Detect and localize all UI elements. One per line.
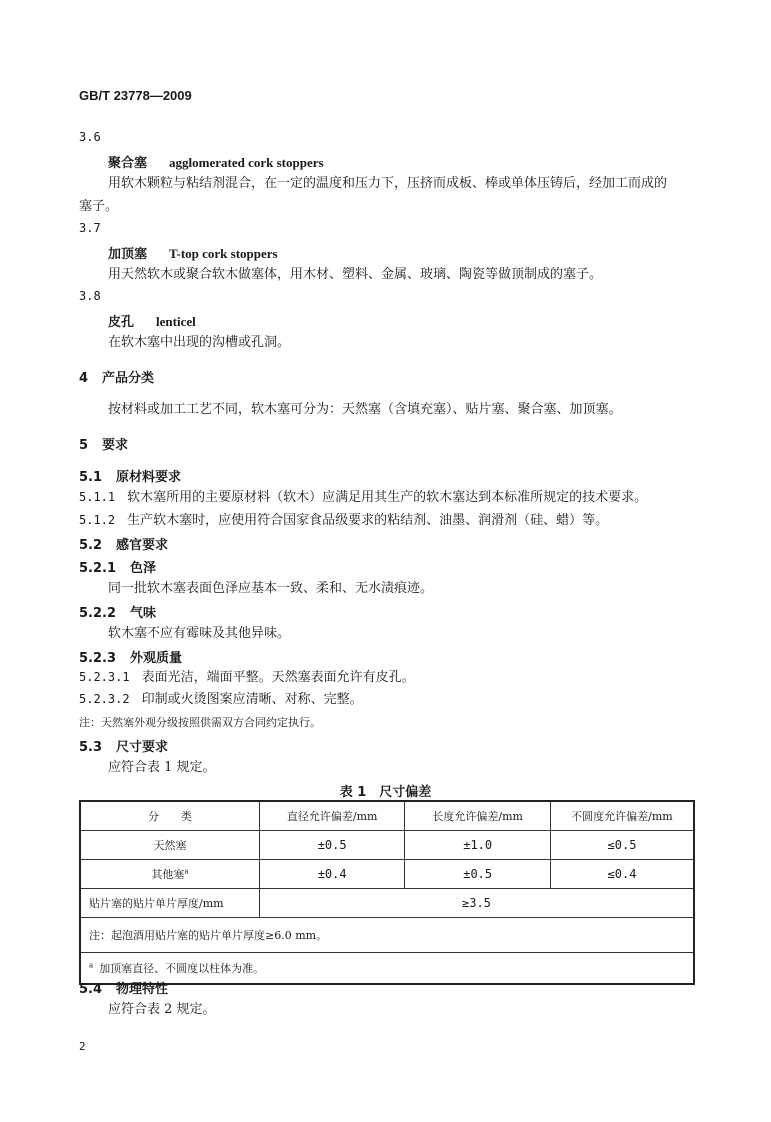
table-header: 长度允许偏差/mm xyxy=(405,801,551,831)
table-header: 不圆度允许偏差/mm xyxy=(550,801,694,831)
table-note-row xyxy=(80,918,694,953)
paragraph: 同一批软木塞表面色泽应基本一致、柔和、无水渍痕迹。 xyxy=(108,581,434,596)
section-title: 要求 xyxy=(102,438,129,453)
section-title: 色泽 xyxy=(130,561,157,576)
subsection-heading xyxy=(79,736,168,756)
section-number: 4 xyxy=(79,371,89,386)
paragraph: 按材料或加工工艺不同，软木塞可分为：天然塞（含填充塞）、贴片塞、聚合塞、加顶塞。 xyxy=(108,402,622,417)
table-header: 分 类 xyxy=(80,801,259,831)
clause-number: 5.2.3.2 xyxy=(79,692,130,706)
subsection-heading xyxy=(79,557,156,577)
section-title: 物理特性 xyxy=(116,982,169,997)
term-cn: 聚合塞 xyxy=(108,156,148,171)
section-title: 外观质量 xyxy=(130,651,183,666)
table-caption: 表 1 尺寸偏差 xyxy=(339,785,432,800)
page-number: 2 xyxy=(79,1040,86,1053)
section-title: 气味 xyxy=(130,606,157,621)
table-header-row xyxy=(80,801,694,831)
footnote-mark: a xyxy=(89,961,94,970)
row-label: 其他塞 xyxy=(151,868,185,881)
table-footnote xyxy=(80,953,694,985)
table-cell: ±0.4 xyxy=(259,860,405,889)
paragraph: 软木塞不应有霉味及其他异味。 xyxy=(108,626,291,641)
clause-number: 5.1.1 xyxy=(79,490,116,504)
term-en: agglomerated cork stoppers xyxy=(169,155,324,170)
table-row xyxy=(80,889,694,918)
definition-text: 塞子。 xyxy=(79,199,119,214)
paragraph: 应符合表 1 规定。 xyxy=(108,760,216,775)
subsection-heading xyxy=(79,466,181,486)
table-cell: ±0.5 xyxy=(405,860,551,889)
footnote-ref: a xyxy=(184,867,189,876)
clause-text: 印制或火烫图案应清晰、对称、完整。 xyxy=(141,692,363,707)
table-footnote-row xyxy=(80,953,694,985)
definition-text: 在软木塞中出现的沟槽或孔洞。 xyxy=(108,335,291,350)
clause xyxy=(79,489,647,506)
section-number: 5.4 xyxy=(79,982,103,997)
clause xyxy=(79,669,415,686)
subsection-heading xyxy=(79,534,168,554)
section-number: 5.1 xyxy=(79,470,103,485)
definition-text: 用天然软木或聚合软木做塞体，用木材、塑料、金属、玻璃、陶瓷等做顶制成的塞子。 xyxy=(108,267,603,282)
section-title: 产品分类 xyxy=(102,371,155,386)
table-cell: 天然塞 xyxy=(80,831,259,860)
section-title: 原材料要求 xyxy=(116,470,182,485)
table-cell: ≥3.5 xyxy=(259,889,694,918)
section-heading xyxy=(79,367,154,387)
clause xyxy=(79,512,608,529)
section-title: 尺寸要求 xyxy=(116,740,169,755)
standard-number: GB/T 23778—2009 xyxy=(79,88,192,103)
term-entry xyxy=(108,311,196,331)
subsection-heading xyxy=(79,602,156,622)
table-cell: ≤0.5 xyxy=(550,831,694,860)
section-number: 5.2 xyxy=(79,538,103,553)
table-note: 注：起泡酒用贴片塞的贴片单片厚度≥6.0 mm。 xyxy=(80,918,694,953)
section-title: 感官要求 xyxy=(116,538,169,553)
clause xyxy=(79,691,363,708)
section-number: 5.2.1 xyxy=(79,561,117,576)
dimension-tolerance-table xyxy=(79,800,695,985)
subsection-heading xyxy=(79,978,168,998)
table-cell: ≤0.4 xyxy=(550,860,694,889)
footnote-text: 加顶塞直径、不圆度以柱体为准。 xyxy=(99,962,265,975)
clause-number: 3.8 xyxy=(79,289,101,303)
table-cell xyxy=(80,860,259,889)
clause-number: 5.2.3.1 xyxy=(79,670,130,684)
table-header: 直径允许偏差/mm xyxy=(259,801,405,831)
term-en: lenticel xyxy=(156,314,196,329)
clause-number: 3.7 xyxy=(79,221,101,235)
table-cell: ±1.0 xyxy=(405,831,551,860)
note: 注：天然塞外观分级按照供需双方合同约定执行。 xyxy=(79,716,321,729)
paragraph: 应符合表 2 规定。 xyxy=(108,1002,216,1017)
term-cn: 皮孔 xyxy=(108,315,135,330)
table-row xyxy=(80,860,694,889)
term-cn: 加顶塞 xyxy=(108,247,148,262)
clause-number: 5.1.2 xyxy=(79,513,116,527)
table-cell: ±0.5 xyxy=(259,831,405,860)
definition-text: 用软木颗粒与粘结剂混合，在一定的温度和压力下，压挤而成板、棒或单体压铸后，经加工而成的 xyxy=(108,176,668,191)
section-number: 5.3 xyxy=(79,740,103,755)
section-number: 5.2.3 xyxy=(79,651,117,666)
table-cell: 贴片塞的贴片单片厚度/mm xyxy=(80,889,259,918)
clause-text: 表面光洁，端面平整。天然塞表面允许有皮孔。 xyxy=(141,670,415,685)
term-entry xyxy=(108,243,278,263)
section-heading xyxy=(79,434,128,454)
clause-number: 3.6 xyxy=(79,130,101,144)
term-entry xyxy=(108,152,324,172)
term-en: T-top cork stoppers xyxy=(169,246,278,261)
section-number: 5 xyxy=(79,438,89,453)
clause-text: 生产软木塞时，应使用符合国家食品级要求的粘结剂、油墨、润滑剂（硅、蜡）等。 xyxy=(127,513,609,528)
section-number: 5.2.2 xyxy=(79,606,117,621)
table-row xyxy=(80,831,694,860)
subsection-heading xyxy=(79,647,182,667)
clause-text: 软木塞所用的主要原材料（软木）应满足用其生产的软木塞达到本标准所规定的技术要求。 xyxy=(127,490,648,505)
